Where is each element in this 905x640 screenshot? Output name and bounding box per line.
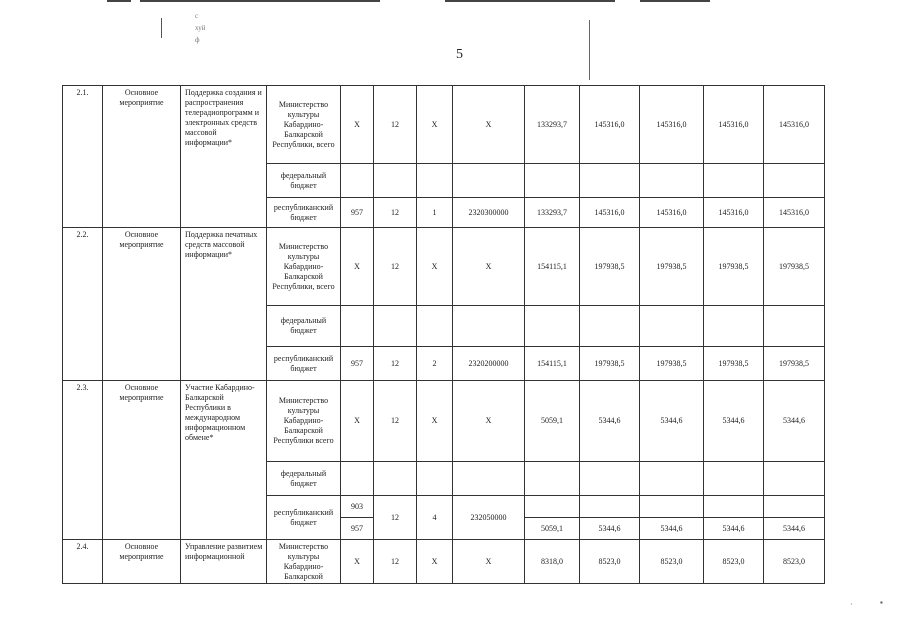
table-row [63,228,825,306]
amount-cell: 197938,5 [704,228,764,306]
code-grbs: X [341,86,374,164]
amount-cell: 8523,0 [764,540,825,584]
amount-cell: 133293,7 [525,198,580,228]
code-grbs: 903 [341,496,374,518]
amount-cell: 197938,5 [640,228,704,306]
amount-cell: 133293,7 [525,86,580,164]
amount-cell: 197938,5 [580,347,640,381]
amount-cell: 197938,5 [640,347,704,381]
amount-cell: 5344,6 [640,381,704,462]
amount-cell: 145316,0 [764,86,825,164]
table-row [63,86,825,164]
amount-cell: 197938,5 [580,228,640,306]
page-number: 5 [456,47,463,62]
amount-cell: 154115,1 [525,228,580,306]
table-row [63,540,825,584]
amount-cell: 8318,0 [525,540,580,584]
code-pr: X [417,540,453,584]
row-number: 2.4. [63,540,103,584]
amount-cell: 145316,0 [704,198,764,228]
executor-label: Министерство культуры Кабардино-Балкарской Республики всего [267,381,341,462]
table-row [63,381,825,462]
stamp-text: с хуй ф [195,12,206,44]
source-label: федеральный бюджет [267,462,341,496]
scan-speck: ▪ [880,598,883,607]
amount-cell: 145316,0 [580,198,640,228]
amount-cell: 145316,0 [704,86,764,164]
code-csr: X [453,540,525,584]
scan-mark [161,18,162,38]
amount-cell: 8523,0 [640,540,704,584]
code-csr: 2320300000 [453,198,525,228]
event-name: Поддержка печатных средств массовой информации* [181,228,267,381]
scan-line [640,0,710,2]
scan-line [445,0,615,2]
event-name: Поддержка создания и распространения телерадиопрограмм и электронных средств массовой информации* [181,86,267,228]
source-label: федеральный бюджет [267,306,341,347]
amount-cell: 5344,6 [704,518,764,540]
executor-label: Министерство культуры Кабардино-Балкарской [267,540,341,584]
source-label: республиканский бюджет [267,198,341,228]
code-csr: X [453,86,525,164]
scan-speck: · [850,600,853,609]
event-type: Основное мероприятие [103,540,181,584]
amount-cell: 154115,1 [525,347,580,381]
code-pr: X [417,381,453,462]
code-grbs: 957 [341,518,374,540]
code-rz: 12 [374,381,417,462]
executor-label: Министерство культуры Кабардино-Балкарской Республики, всего [267,86,341,164]
scan-line [107,0,131,2]
code-pr: X [417,86,453,164]
code-csr: X [453,381,525,462]
code-pr: X [417,228,453,306]
amount-cell: 5344,6 [764,381,825,462]
scan-mark [589,20,590,80]
code-csr: 232050000 [453,496,525,540]
event-type: Основное мероприятие [103,228,181,381]
amount-cell: 5344,6 [704,381,764,462]
source-label: республиканский бюджет [267,496,341,540]
amount-cell: 5059,1 [525,381,580,462]
executor-label: Министерство культуры Кабардино-Балкарской Республики, всего [267,228,341,306]
amount-cell: 145316,0 [764,198,825,228]
source-label: республиканский бюджет [267,347,341,381]
code-grbs: 957 [341,347,374,381]
amount-cell: 5344,6 [580,381,640,462]
amount-cell: 197938,5 [704,347,764,381]
amount-cell: 145316,0 [580,86,640,164]
amount-cell: 5344,6 [580,518,640,540]
code-grbs: X [341,228,374,306]
code-rz: 12 [374,540,417,584]
code-rz: 12 [374,198,417,228]
event-name: Участие Кабардино-Балкарской Республики в международном информационном обмене* [181,381,267,540]
code-csr: 2320200000 [453,347,525,381]
amount-cell: 197938,5 [764,347,825,381]
amount-cell: 145316,0 [640,198,704,228]
source-label: федеральный бюджет [267,164,341,198]
amount-cell: 5059,1 [525,518,580,540]
amount-cell: 5344,6 [764,518,825,540]
code-pr: 1 [417,198,453,228]
amount-cell: 8523,0 [704,540,764,584]
code-rz: 12 [374,496,417,540]
scan-line [140,0,380,2]
event-type: Основное мероприятие [103,86,181,228]
event-name: Управление развитием информационной [181,540,267,584]
event-type: Основное мероприятие [103,381,181,540]
amount-cell: 5344,6 [640,518,704,540]
code-rz: 12 [374,86,417,164]
code-grbs: X [341,540,374,584]
code-csr: X [453,228,525,306]
row-number: 2.2. [63,228,103,381]
amount-cell: 8523,0 [580,540,640,584]
code-pr: 4 [417,496,453,540]
code-grbs: X [341,381,374,462]
amount-cell: 197938,5 [764,228,825,306]
budget-table [62,85,825,584]
amount-cell: 145316,0 [640,86,704,164]
code-rz: 12 [374,228,417,306]
code-pr: 2 [417,347,453,381]
code-rz: 12 [374,347,417,381]
row-number: 2.3. [63,381,103,540]
code-grbs: 957 [341,198,374,228]
row-number: 2.1. [63,86,103,228]
